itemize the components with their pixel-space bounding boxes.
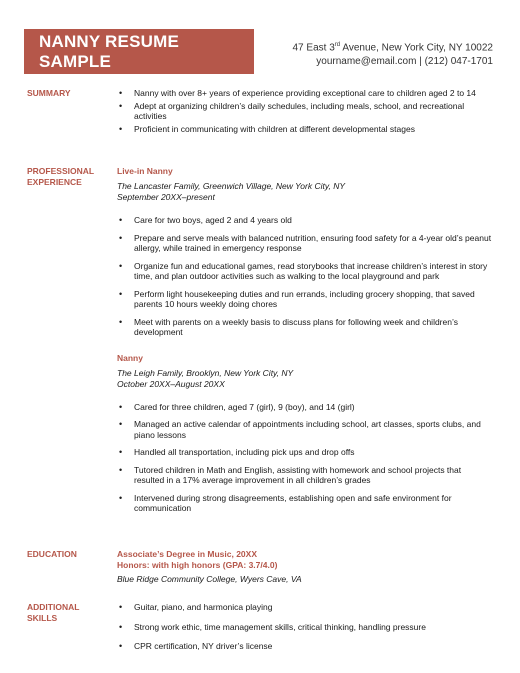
skills-list <box>117 602 493 652</box>
job-dates: September 20XX–present <box>117 192 215 202</box>
degree: Associate’s Degree in Music, 20XX <box>117 549 257 559</box>
job-duties <box>117 215 493 338</box>
list-item: • Cared for three children, aged 7 (girl), 9 (boy), and 14 (girl) <box>117 402 493 413</box>
contact-info <box>293 38 494 69</box>
experience-body <box>117 166 493 514</box>
email-phone: yourname@email.com | (212) 047-1701 <box>316 56 493 68</box>
summary-list <box>117 88 493 134</box>
header-band <box>24 29 254 74</box>
list-item: • Proficient in communicating with children at different developmental stages <box>117 124 493 135</box>
list-item: • Nanny with over 8+ years of experience providing exceptional care to children aged 2 to 14 <box>117 88 493 99</box>
job-title: Live-in Nanny <box>117 166 173 176</box>
list-item: • Managed an active calendar of appointments including school, art classes, sports clubs, and piano lessons <box>117 419 493 440</box>
resume-name: NANNY RESUME SAMPLE <box>39 31 179 71</box>
job-title: Nanny <box>117 352 143 363</box>
honors: Honors: with high honors (GPA: 3.7/4.0) <box>117 559 278 570</box>
list-item: • Meet with parents on a weekly basis to discuss plans for following week and children’s development <box>117 317 493 338</box>
job-employer: The Leigh Family, Brooklyn, New York City, NY <box>117 367 294 378</box>
education-body <box>117 549 493 585</box>
school: Blue Ridge Community College, Wyers Cave, VA <box>117 574 302 584</box>
list-item: • Handled all transportation, including pick ups and drop offs <box>117 447 493 458</box>
list-item: • Perform light housekeeping duties and run errands, including grocery shopping, that saved parents 10 hours weekly doing chores <box>117 289 493 310</box>
job-entry <box>117 166 493 338</box>
job-dates: October 20XX–August 20XX <box>117 378 225 389</box>
list-item: • Guitar, piano, and harmonica playing <box>117 602 493 613</box>
list-item: • Tutored children in Math and English, assisting with homework and school projects that resulted in a 17% average improvement in all children’s grades <box>117 465 493 486</box>
skills-body <box>117 602 493 652</box>
skills-title: ADDITIONAL SKILLS <box>27 602 80 623</box>
list-item: • Prepare and serve meals with balanced nutrition, ensuring food safety for a 4-year old’s peanut allergy, while trained in emergency response <box>117 233 493 254</box>
job-employer: The Lancaster Family, Greenwich Village, New York City, NY <box>117 181 346 191</box>
list-item: • Adept at organizing children’s daily schedules, including meals, school, and recreational activities <box>117 101 493 122</box>
list-item: • Strong work ethic, time management skills, critical thinking, handling pressure <box>117 622 493 633</box>
summary-body <box>117 88 493 134</box>
address: 47 East 3rd Avenue, New York City, NY 10022 <box>292 42 493 54</box>
experience-title: PROFESSIONAL EXPERIENCE <box>27 166 95 187</box>
job-entry <box>117 353 493 514</box>
education-title: EDUCATION <box>27 549 77 559</box>
summary-title: SUMMARY <box>27 88 71 98</box>
list-item: • Intervened during strong disagreements, establishing open and safe environment for communication <box>117 493 493 514</box>
list-item: • Organize fun and educational games, read storybooks that increase children’s interest in story time, and plan outdoor activities such as walking to the local playground and park <box>117 261 493 282</box>
list-item: • Care for two boys, aged 2 and 4 years old <box>117 215 493 226</box>
list-item: • CPR certification, NY driver’s license <box>117 641 493 652</box>
job-duties <box>117 402 493 514</box>
